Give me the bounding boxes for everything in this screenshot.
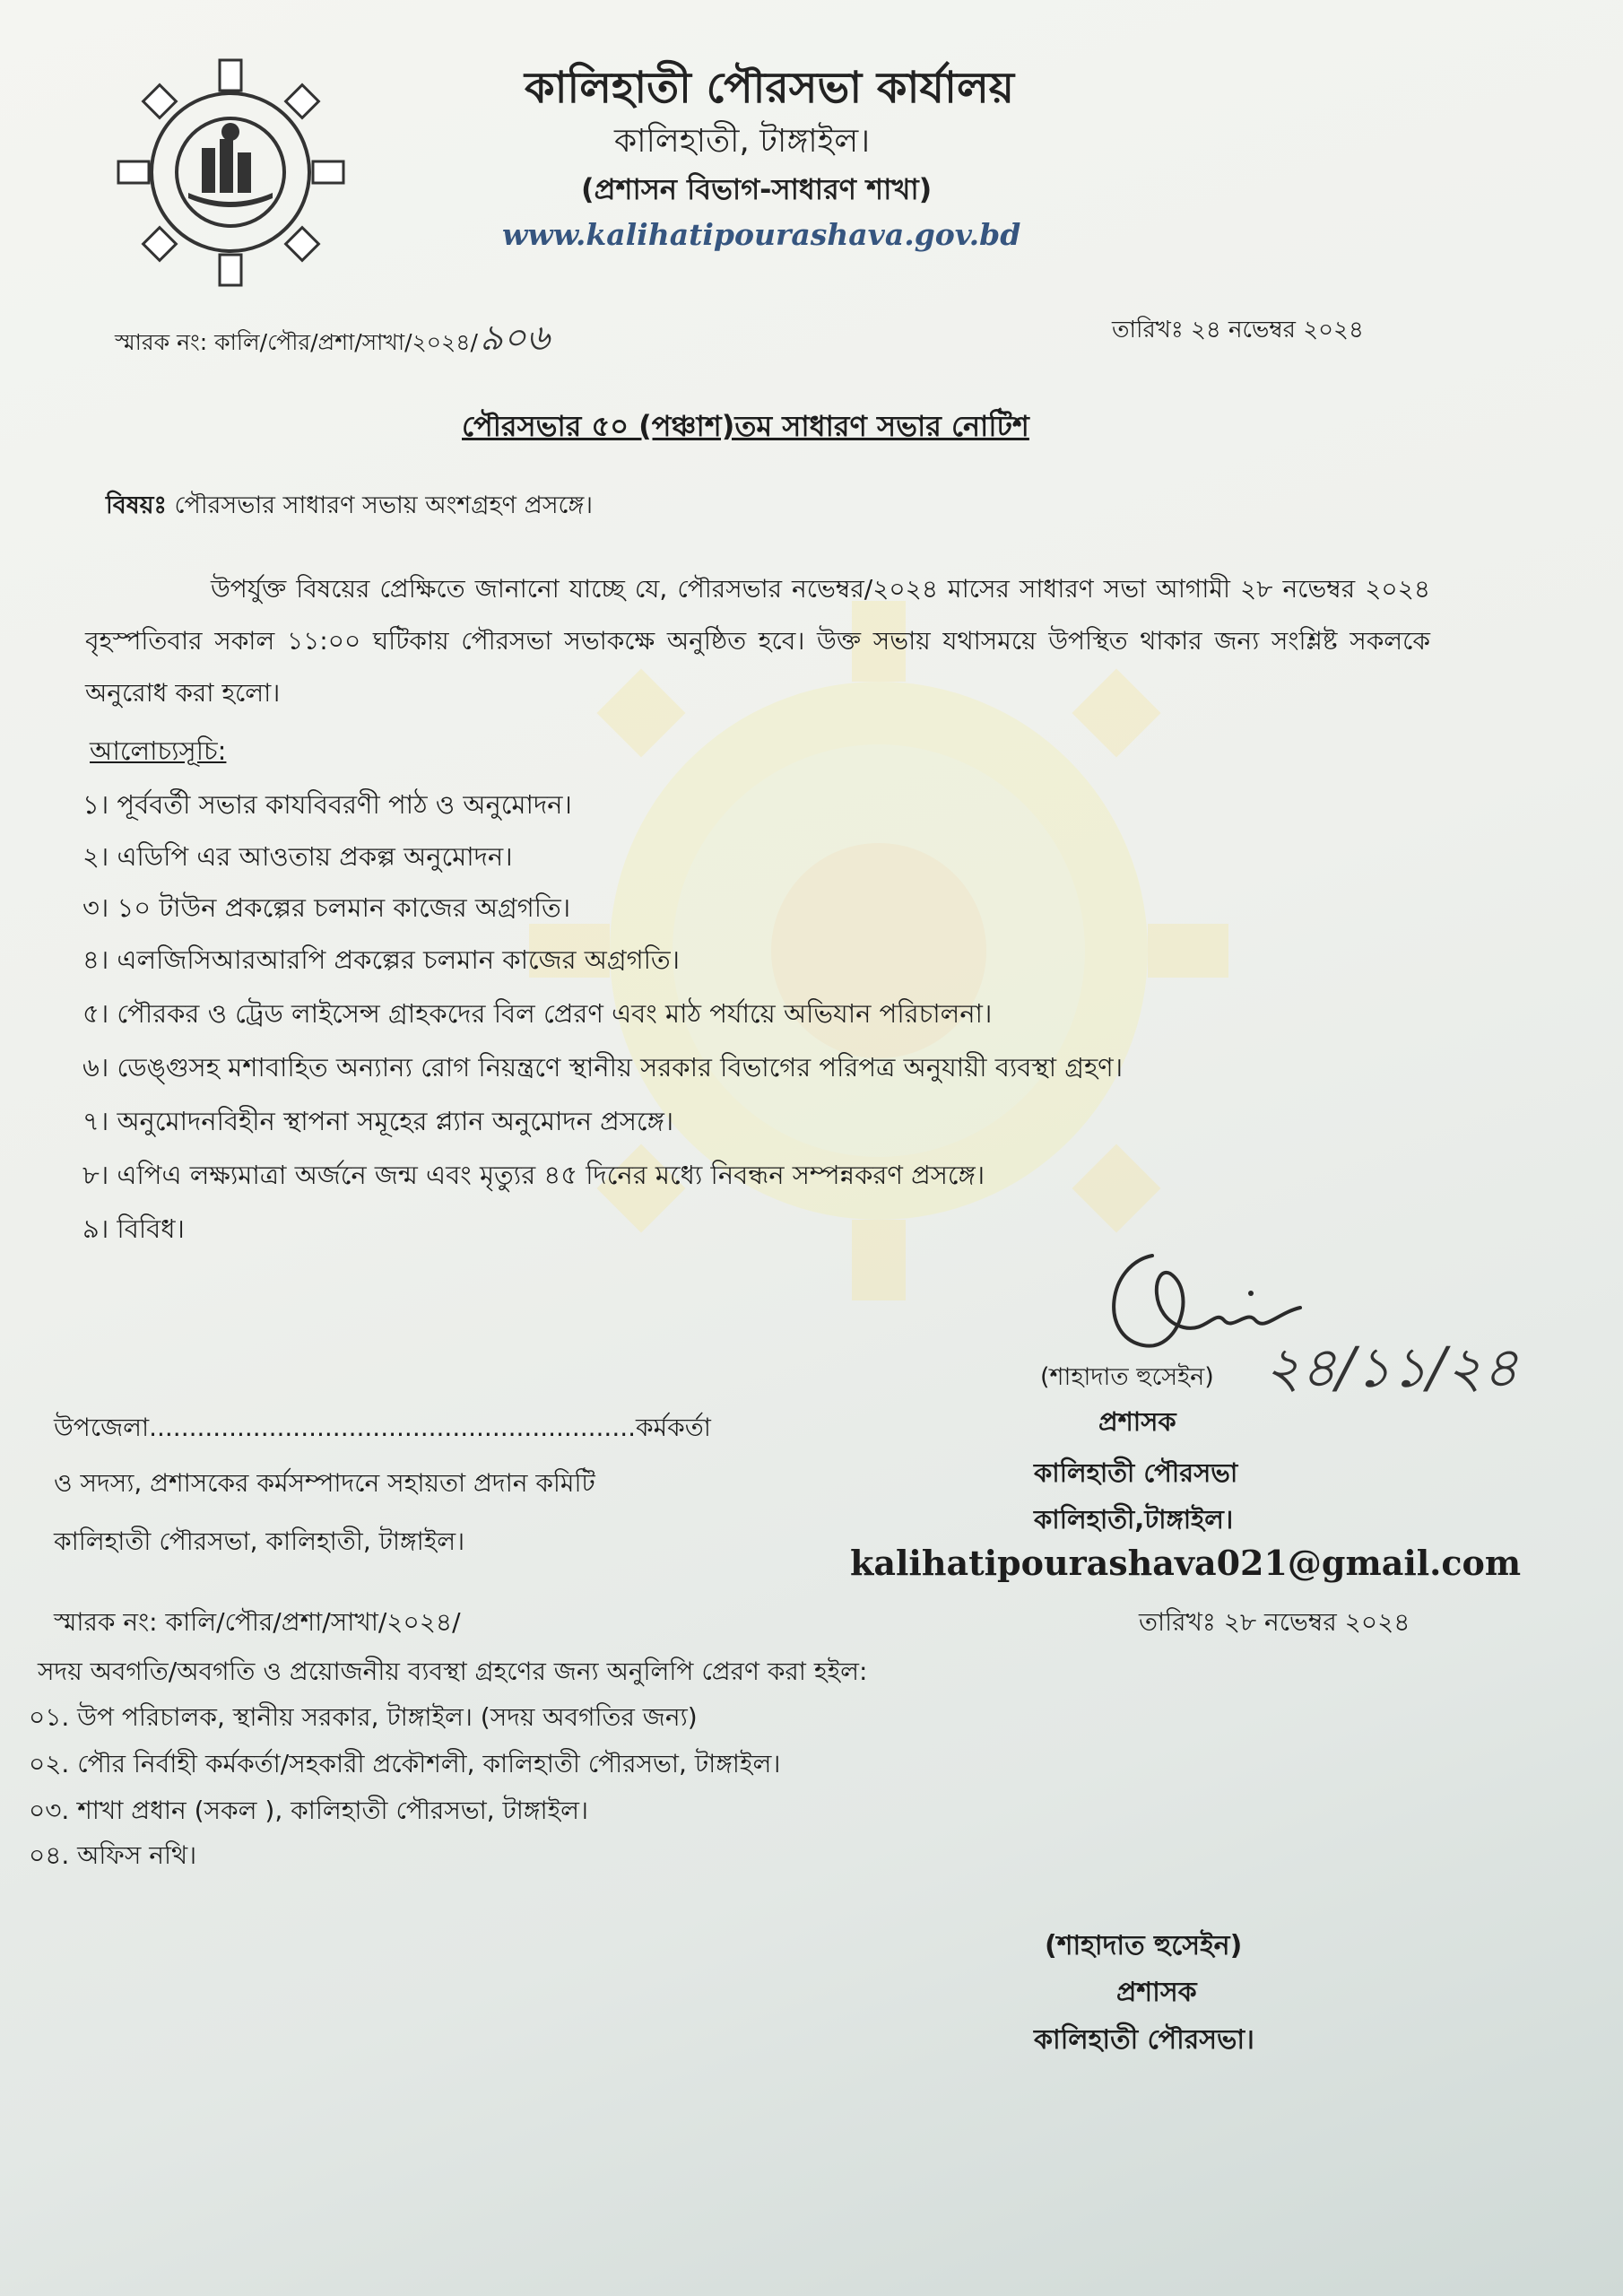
agenda-item: ৩। ১০ টাউন প্রকল্পের চলমান কাজের অগ্রগতি।	[82, 892, 571, 923]
copy-item: ০৩. শাখা প্রধান (সকল ), কালিহাতী পৌরসভা, টাঙ্গাইল।	[29, 1796, 589, 1825]
subject-text: পৌরসভার সাধারণ সভায় অংশগ্রহণ প্রসঙ্গে।	[166, 491, 593, 519]
agenda-item: ৪। এলজিসিআরআরপি প্রকল্পের চলমান কাজের অগ্রগতি।	[82, 944, 681, 975]
agenda-item: ৭। অনুমোদনবিহীন স্থাপনা সমূহের প্ল্যান অনুমোদন প্রসঙ্গে।	[82, 1106, 674, 1136]
agenda-item: ৬। ডেঙ্গুসহ মশাবাহিত অন্যান্য রোগ নিয়ন্ত্রণে স্থানীয় সরকার বিভাগের পরিপত্র অনুযায়ী ব্যবস্থা গ্রহণ।	[82, 1052, 1124, 1083]
copy-item: ০১. উপ পরিচালক, স্থানীয় সরকার, টাঙ্গাইল। (সদয় অবগতির জন্য)	[29, 1702, 698, 1732]
agenda-item: ৮। এপিএ লক্ষ্যমাত্রা অর্জনে জন্ম এবং মৃত্যুর ৪৫ দিনের মধ্যে নিবন্ধন সম্পন্নকরণ প্রসঙ্গে।	[82, 1160, 985, 1190]
subject-label: বিষয়ঃ	[106, 491, 167, 519]
subject-line	[106, 487, 593, 527]
office-department: (প্রশাসন বিভাগ-সাধারণ শাখা)	[581, 172, 933, 206]
footer-signatory-title: প্রশাসক	[1116, 1977, 1197, 2008]
office-website-link[interactable]: www.kalihatipourashava.gov.bd	[502, 217, 1021, 252]
signatory-address: কালিহাতী,টাঙ্গাইল।	[1034, 1504, 1234, 1535]
signatory-org: কালিহাতী পৌরসভা	[1034, 1457, 1238, 1488]
office-location: কালিহাতী, টাঙ্গাইল।	[614, 123, 871, 160]
footer-signatory-org: কালিহাতী পৌরসভা।	[1034, 2024, 1254, 2056]
copy-intro: সদয় অবগতি/অবগতি ও প্রয়োজনীয় ব্যবস্থা গ্রহণের জন্য অনুলিপি প্রেরণ করা হইল:	[38, 1657, 868, 1686]
agenda-heading: আলোচ্যসূচি:	[90, 735, 227, 766]
copy-memo-date: তারিখঃ ২৮ নভেম্বর ২০২৪	[1139, 1607, 1410, 1637]
signatory-email-link[interactable]: kalihatipourashava021@gmail.com	[850, 1543, 1522, 1583]
memo-number	[115, 309, 550, 370]
pourashava-logo-icon	[117, 58, 345, 287]
notice-body: উপর্যুক্ত বিষয়ের প্রেক্ষিতে জানানো যাচ্ছে যে, পৌরসভার নভেম্বর/২০২৪ মাসের সাধারণ সভা আগামী ২৮ নভেম্বর ২০২৪ বৃহস্পতিবার সকাল ১১:০০ ঘটিকায় পৌরসভা সভাকক্ষে অনুষ্ঠিত হবে। উক্ত সভায় যথাসময়ে উপস্থিত থাকার জন্য সংশ্লিষ্ট সকলকে অনুরোধ করা হলো।	[85, 574, 1430, 708]
notice-title: পৌরসভার ৫০ (পঞ্চাশ)তম সাধারণ সভার নোটিশ	[462, 409, 1029, 443]
agenda-item: ১। পূর্ববর্তী সভার কাযবিবরণী পাঠ ও অনুমোদন।	[82, 789, 572, 820]
signatory-title: প্রশাসক	[1098, 1406, 1176, 1437]
memo-date: তারিখঃ ২৪ নভেম্বর ২০২৪	[1112, 317, 1364, 344]
agenda-item: ২। এডিপি এর আওতায় প্রকল্প অনুমোদন।	[82, 841, 513, 872]
agenda-item: ৫। পৌরকর ও ট্রেড লাইসেন্স গ্রাহকদের বিল প্রেরণ এবং মাঠ পর্যায়ে অভিযান পরিচালনা।	[82, 998, 993, 1029]
office-title: কালিহাতী পৌরসভা কার্যালয়	[525, 63, 1015, 113]
recipient-line: কালিহাতী পৌরসভা, কালিহাতী, টাঙ্গাইল।	[54, 1526, 465, 1556]
memo-handwritten-number: ৯০৬	[479, 317, 550, 359]
copy-item: ০২. পৌর নির্বাহী কর্মকর্তা/সহকারী প্রকৌশলী, কালিহাতী পৌরসভা, টাঙ্গাইল।	[29, 1749, 781, 1779]
footer-signatory-name: (শাহাদাত হুসেইন)	[1045, 1930, 1243, 1961]
copy-item: ০৪. অফিস নথি।	[29, 1840, 197, 1870]
copy-memo-number: স্মারক নং: কালি/পৌর/প্রশা/সাখা/২০২৪/	[54, 1607, 461, 1637]
recipient-line: উপজেলা.............................................................কর্মকর্তা	[54, 1413, 711, 1442]
recipient-line: ও সদস্য, প্রশাসকের কর্মসম্পাদনে সহায়তা প্রদান কমিটি	[54, 1468, 595, 1498]
agenda-item: ৯। বিবিধ।	[82, 1213, 185, 1244]
memo-number-text: স্মারক নং: কালি/পৌর/প্রশা/সাখা/২০২৪/	[115, 329, 478, 355]
signatory-name: (শাহাদাত হুসেইন)	[1040, 1363, 1214, 1391]
signature-date: ২৪/১১/২৪	[1264, 1335, 1519, 1400]
